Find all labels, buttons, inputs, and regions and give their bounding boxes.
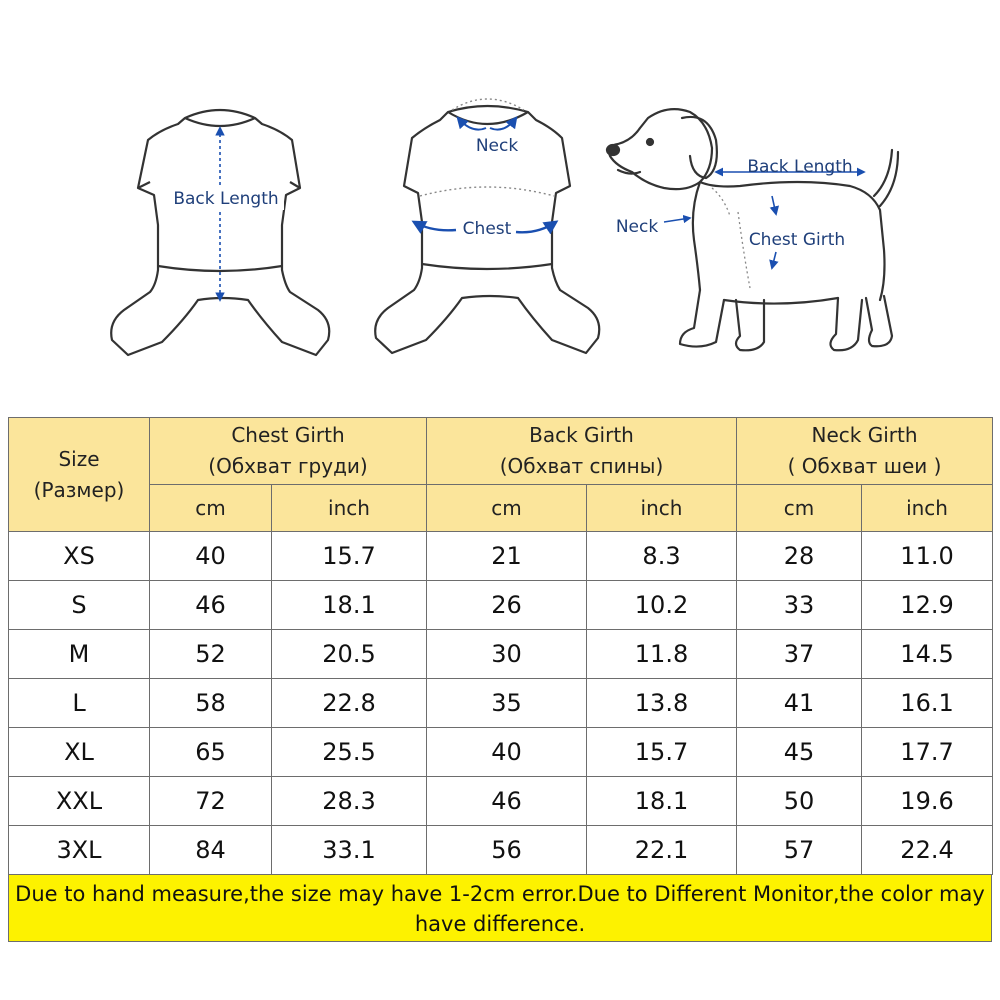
measurement-cell: 19.6	[862, 777, 993, 826]
measurement-cell: 12.9	[862, 581, 993, 630]
measurement-cell: 58	[150, 679, 272, 728]
measurement-cell: 28	[737, 532, 862, 581]
size-cell: L	[9, 679, 150, 728]
measurement-cell: 8.3	[587, 532, 737, 581]
measurement-cell: 14.5	[862, 630, 993, 679]
group-header-line1: Back Girth	[529, 423, 634, 447]
measurement-cell: 26	[427, 581, 587, 630]
dog-back-length-label: Back Length	[747, 157, 853, 177]
jumpsuit-chest-label: Chest	[462, 219, 512, 239]
measurement-illustration	[0, 0, 1000, 400]
measurement-cell: 15.7	[587, 728, 737, 777]
group-header-line2: (Обхват спины)	[499, 454, 664, 478]
size-cell: 3XL	[9, 826, 150, 875]
measurement-cell: 25.5	[272, 728, 427, 777]
group-header-line1: Neck Girth	[811, 423, 918, 447]
measurement-cell: 22.8	[272, 679, 427, 728]
measurement-cell: 84	[150, 826, 272, 875]
unit-header: inch	[587, 485, 737, 532]
unit-header: inch	[272, 485, 427, 532]
measurement-cell: 28.3	[272, 777, 427, 826]
measurement-cell: 13.8	[587, 679, 737, 728]
measurement-cell: 46	[150, 581, 272, 630]
unit-header: cm	[737, 485, 862, 532]
measurement-cell: 11.8	[587, 630, 737, 679]
table-row	[9, 679, 993, 728]
measurement-cell: 41	[737, 679, 862, 728]
measurement-cell: 21	[427, 532, 587, 581]
measurement-cell: 16.1	[862, 679, 993, 728]
measurement-cell: 52	[150, 630, 272, 679]
measurement-cell: 22.4	[862, 826, 993, 875]
dog-neck-label: Neck	[615, 217, 659, 237]
unit-header: cm	[427, 485, 587, 532]
table-row	[9, 826, 993, 875]
measurement-cell: 56	[427, 826, 587, 875]
measurement-cell: 72	[150, 777, 272, 826]
disclaimer-text: Due to hand measure,the size may have 1-2cm error.Due to Different Monitor,the color may have difference.	[15, 882, 985, 936]
measurement-cell: 57	[737, 826, 862, 875]
measurement-cell: 18.1	[587, 777, 737, 826]
measurement-cell: 46	[427, 777, 587, 826]
back-girth-header	[427, 418, 737, 485]
dog-chest-girth-label: Chest Girth	[748, 230, 846, 250]
size-cell: XL	[9, 728, 150, 777]
measurement-cell: 17.7	[862, 728, 993, 777]
group-header-line2: (Обхват груди)	[208, 454, 368, 478]
size-header	[9, 418, 150, 532]
measurement-cell: 45	[737, 728, 862, 777]
measurement-cell: 11.0	[862, 532, 993, 581]
measurement-cell: 15.7	[272, 532, 427, 581]
table-row	[9, 728, 993, 777]
size-cell: XXL	[9, 777, 150, 826]
measurement-cell: 40	[427, 728, 587, 777]
measurement-cell: 37	[737, 630, 862, 679]
chest-girth-header	[150, 418, 427, 485]
size-cell: S	[9, 581, 150, 630]
size-chart-table	[8, 417, 993, 875]
measurement-cell: 10.2	[587, 581, 737, 630]
measurement-cell: 30	[427, 630, 587, 679]
measurement-cell: 40	[150, 532, 272, 581]
measurement-cell: 33.1	[272, 826, 427, 875]
measurement-cell: 20.5	[272, 630, 427, 679]
measurement-cell: 18.1	[272, 581, 427, 630]
size-cell: XS	[9, 532, 150, 581]
size-header-line1: Size	[58, 446, 100, 471]
unit-header: cm	[150, 485, 272, 532]
measurement-cell: 65	[150, 728, 272, 777]
table-row	[9, 581, 993, 630]
table-row	[9, 777, 993, 826]
neck-girth-header	[737, 418, 993, 485]
jumpsuit-back-length-label: Back Length	[173, 189, 279, 209]
unit-header: inch	[862, 485, 993, 532]
group-header-line1: Chest Girth	[231, 423, 345, 447]
jumpsuit-neck-label: Neck	[475, 136, 519, 156]
measurement-cell: 33	[737, 581, 862, 630]
table-row	[9, 532, 993, 581]
size-header-line2: (Размер)	[33, 477, 125, 502]
measurement-cell: 35	[427, 679, 587, 728]
table-row	[9, 630, 993, 679]
size-cell: M	[9, 630, 150, 679]
group-header-line2: ( Обхват шеи )	[787, 454, 942, 478]
disclaimer-note	[8, 874, 992, 942]
measurement-cell: 50	[737, 777, 862, 826]
measurement-cell: 22.1	[587, 826, 737, 875]
